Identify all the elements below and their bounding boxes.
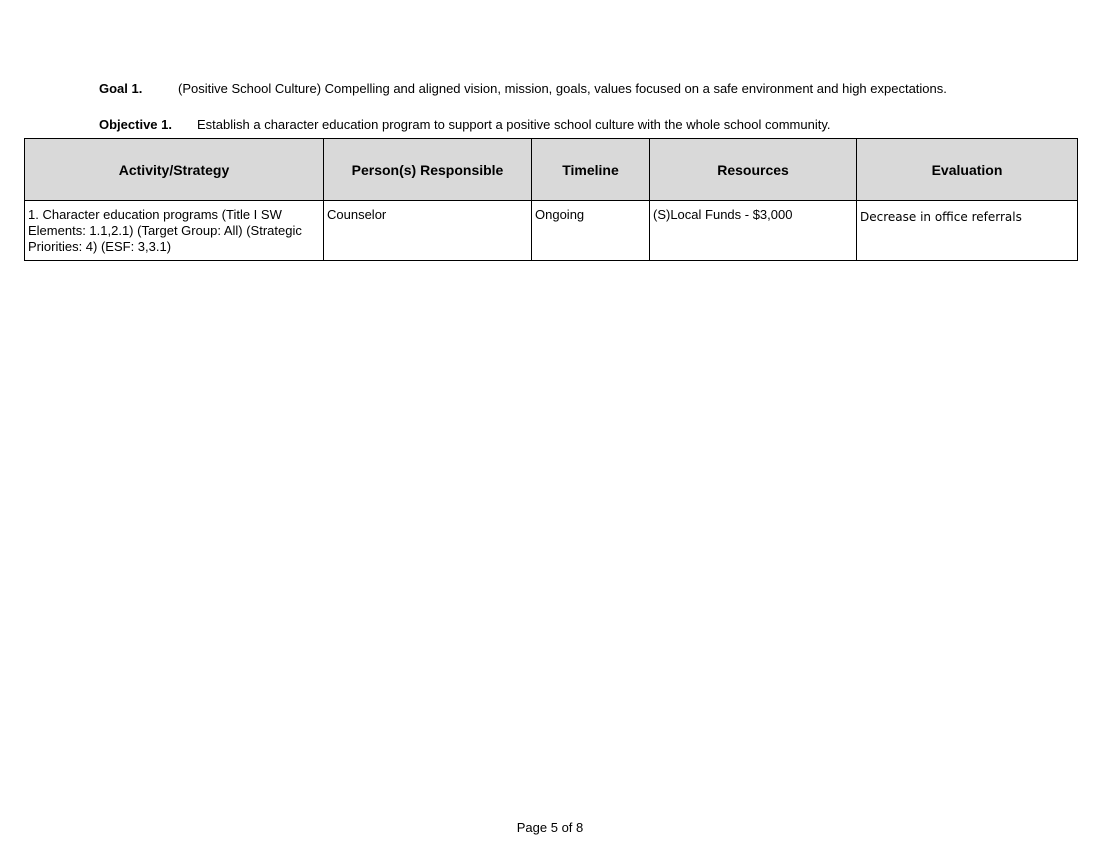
- header-timeline: Timeline: [532, 139, 650, 201]
- header-activity-strategy: Activity/Strategy: [25, 139, 324, 201]
- action-plan-table: [24, 138, 1078, 261]
- objective-label: Objective 1.: [99, 117, 172, 132]
- cell-evaluation: Decrease in office referrals: [857, 201, 1078, 261]
- objective-text: Establish a character education program to support a positive school culture with the whole school community.: [197, 117, 831, 132]
- cell-timeline: Ongoing: [532, 201, 650, 261]
- objective-statement: [99, 117, 830, 132]
- goal-statement: [99, 81, 947, 96]
- header-persons-responsible: Person(s) Responsible: [324, 139, 532, 201]
- header-resources: Resources: [650, 139, 857, 201]
- page-number: Page 5 of 8: [516, 820, 584, 835]
- goal-label: Goal 1.: [99, 81, 143, 96]
- goal-text: (Positive School Culture) Compelling and aligned vision, mission, goals, values focused on a safe environment and high expectations.: [178, 81, 947, 96]
- cell-resources: (S)Local Funds - $3,000: [650, 201, 857, 261]
- cell-person: Counselor: [324, 201, 532, 261]
- header-evaluation: Evaluation: [857, 139, 1078, 201]
- cell-activity: 1. Character education programs (Title I SW Elements: 1.1,2.1) (Target Group: All) (Strategic Priorities: 4) (ESF: 3,3.1): [25, 201, 324, 261]
- table-row: [25, 201, 1078, 261]
- table-header-row: [25, 139, 1078, 201]
